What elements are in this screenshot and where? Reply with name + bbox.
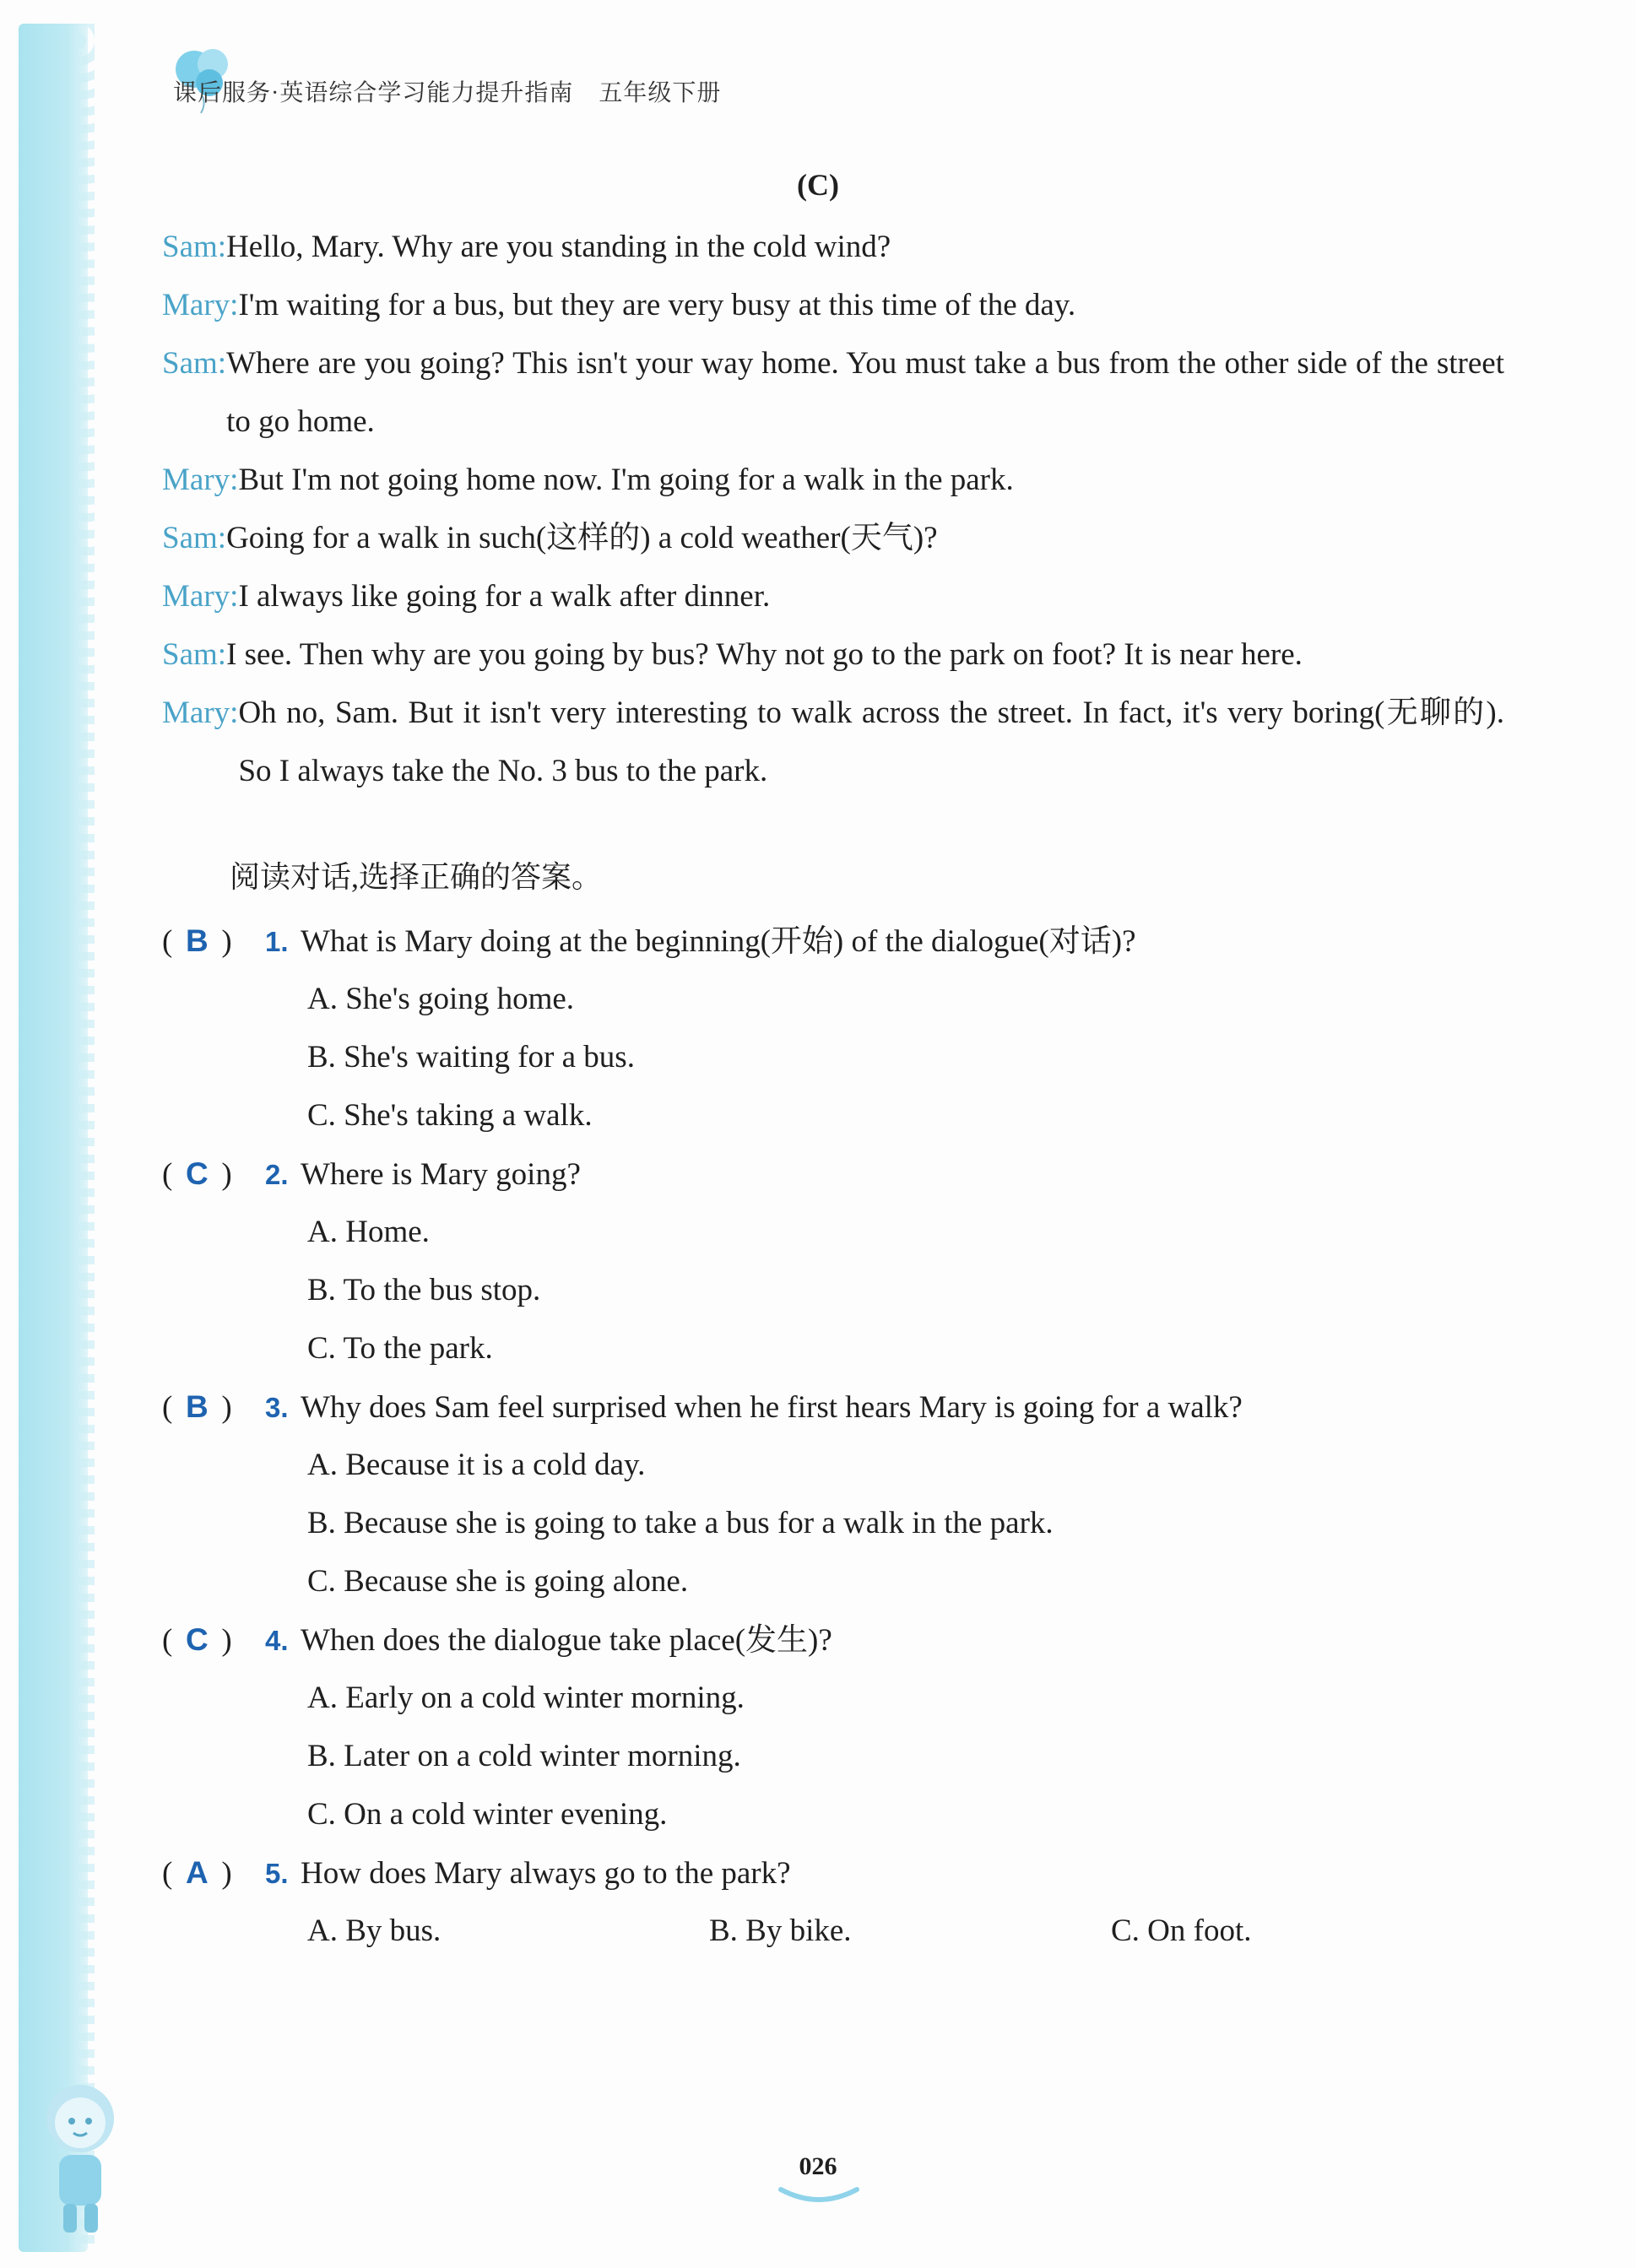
question-number: 3. (265, 1392, 289, 1423)
answer-bracket: ( C ) (162, 1610, 265, 1670)
question-number: 4. (265, 1625, 289, 1656)
speaker-label: Sam: (162, 637, 227, 672)
speaker-label: Sam: (162, 230, 227, 264)
speech-text: Where are you going? This isn't your way home. You must take a bus from the other side of the street to go home. (226, 346, 1504, 439)
option-item: C. Because she is going alone. (307, 1564, 689, 1599)
dialogue-line (162, 684, 1504, 800)
dialogue-line (162, 567, 1504, 625)
speech-text: But I'm not going home now. I'm going for a walk in the park. (238, 463, 1014, 497)
speaker-label: Mary: (162, 579, 239, 614)
page-header (173, 74, 721, 108)
option-item: A. By bus. (307, 1913, 442, 1948)
speaker-label: Sam: (162, 346, 227, 381)
question-number: 1. (265, 926, 289, 957)
question-row (162, 1145, 1513, 1203)
question-text: When does the dialogue take place(发生)? (301, 1623, 832, 1658)
speech-text: Oh no, Sam. But it isn't very interesting to walk across the street. In fact, it's very boring(无聊的). So I always take the No. 3 bus to the park. (238, 696, 1504, 788)
dialogue-line (162, 451, 1504, 509)
dialogue-line (162, 509, 1504, 567)
option-item: B. Later on a cold winter morning. (307, 1739, 741, 1773)
answer-bracket: ( B ) (162, 912, 265, 971)
speaker-label: Sam: (162, 521, 227, 555)
dialogue-passage (162, 218, 1504, 800)
answer-letter: B (185, 1389, 209, 1424)
speaker-label: Mary: (162, 463, 239, 497)
page-number: 026 (799, 2152, 837, 2180)
header-title: 课后服务·英语综合学习能力提升指南 (173, 80, 574, 106)
dialogue-line (162, 218, 1504, 276)
answer-bracket: ( C ) (162, 1145, 265, 1204)
answer-letter: C (185, 1156, 209, 1191)
decorative-side-wave (78, 24, 95, 2252)
question-row (162, 912, 1513, 970)
option-row (162, 1902, 1513, 1960)
question-row (162, 1843, 1513, 1902)
dialogue-line (162, 276, 1504, 334)
speaker-label: Mary: (162, 696, 239, 730)
option-item: B. Because she is going to take a bus for a walk in the park. (307, 1506, 1054, 1540)
speech-text: Hello, Mary. Why are you standing in the cold wind? (226, 230, 891, 264)
option-item: C. On a cold winter evening. (307, 1797, 668, 1832)
option-item: C. To the park. (307, 1331, 493, 1366)
question-text: How does Mary always go to the park? (301, 1856, 791, 1891)
speech-text: Going for a walk in such(这样的) a cold weather(天气)? (226, 521, 938, 555)
option-item: B. By bike. (709, 1913, 852, 1948)
speech-text: I'm waiting for a bus, but they are very busy at this time of the day. (238, 288, 1076, 322)
dialogue-line (162, 334, 1504, 451)
section-title: (C) (797, 168, 839, 202)
answer-bracket: ( A ) (162, 1843, 265, 1903)
answer-letter: A (185, 1855, 209, 1890)
question-list (162, 912, 1513, 1960)
instruction-text: 阅读对话,选择正确的答案。 (230, 860, 603, 894)
option-item: A. Home. (307, 1215, 430, 1249)
header-grade: 五年级下册 (599, 80, 722, 106)
question-text: Why does Sam feel surprised when he first hears Mary is going for a walk? (301, 1390, 1243, 1425)
question-row (162, 1610, 1513, 1669)
question-text: What is Mary doing at the beginning(开始) of the dialogue(对话)? (301, 924, 1136, 959)
option-item: B. She's waiting for a bus. (307, 1040, 635, 1074)
dialogue-line (162, 625, 1504, 684)
option-item: C. On foot. (1111, 1913, 1252, 1948)
option-item: C. She's taking a walk. (307, 1098, 593, 1133)
question-row (162, 1378, 1513, 1436)
option-item: A. She's going home. (307, 982, 575, 1016)
answer-letter: C (185, 1622, 209, 1657)
question-number: 2. (265, 1159, 289, 1190)
question-number: 5. (265, 1858, 289, 1889)
speaker-label: Mary: (162, 288, 239, 322)
option-item: A. Early on a cold winter morning. (307, 1681, 745, 1715)
speech-text: I see. Then why are you going by bus? Why not go to the park on foot? It is near here. (226, 637, 1303, 672)
question-text: Where is Mary going? (301, 1157, 581, 1192)
speech-text: I always like going for a walk after dinner. (238, 579, 771, 614)
answer-letter: B (185, 923, 209, 958)
option-item: B. To the bus stop. (307, 1273, 541, 1307)
option-item: A. Because it is a cold day. (307, 1448, 646, 1482)
page-number-wave-icon (777, 2184, 861, 2205)
answer-bracket: ( B ) (162, 1378, 265, 1437)
